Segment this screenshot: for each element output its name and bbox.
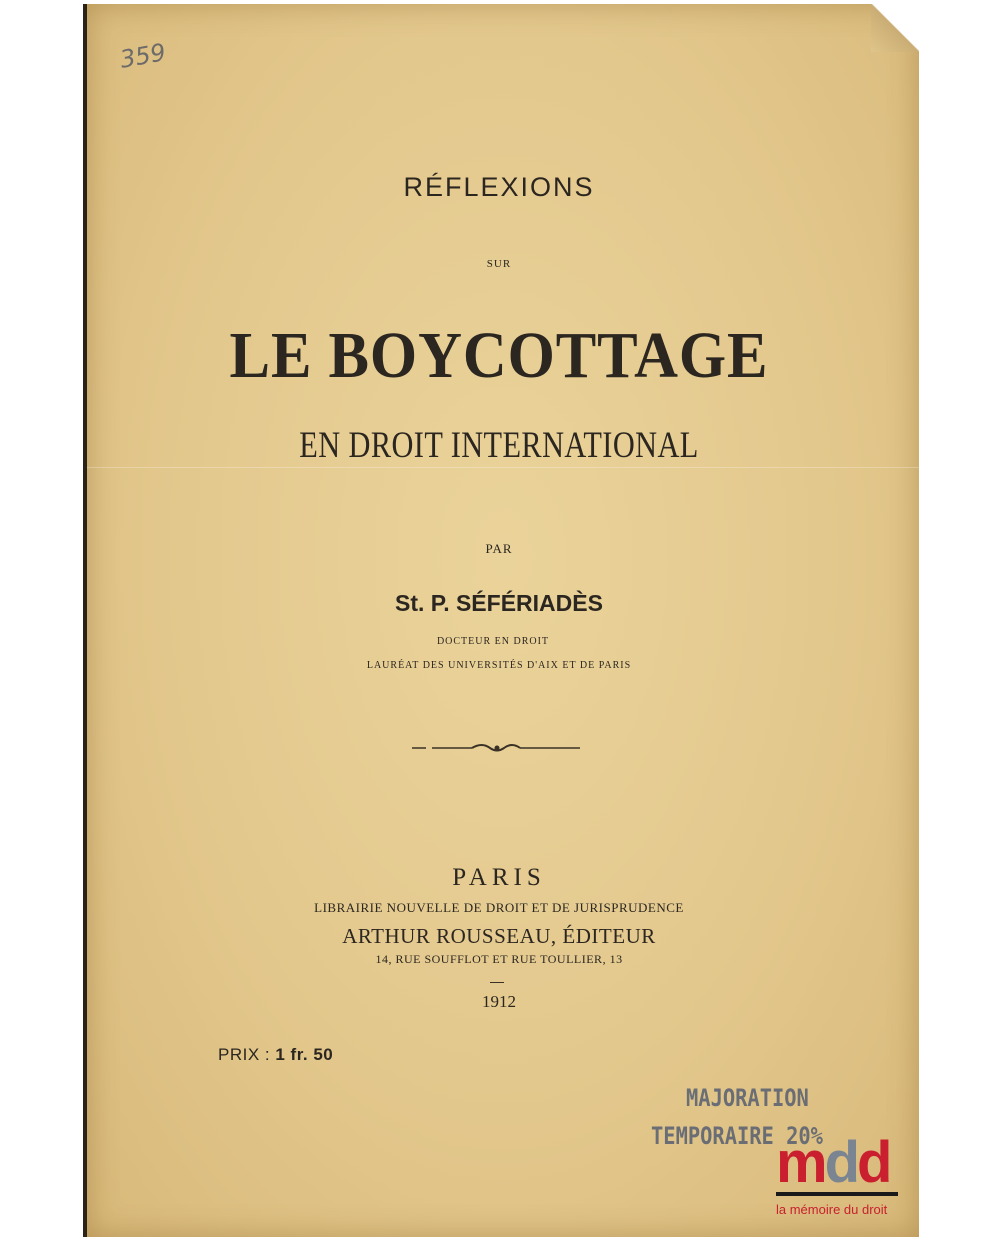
imprint-bookshop: LIBRAIRIE NOUVELLE DE DROIT ET DE JURISPRUDENCE [314,900,684,915]
author-credential-1: DOCTEUR EN DROIT [436,636,550,647]
title-pre: RÉFLEXIONS [403,172,595,202]
author-name: St. P. SÉFÉRIADÈS [395,590,603,616]
price [218,1045,333,1065]
imprint-address: 14, RUE SOUFFLOT ET RUE TOULLIER, 13 [375,952,623,966]
imprint-city: PARIS [452,864,546,891]
main-title: LE BOYCOTTAGE [229,319,769,392]
by-label: PAR [485,541,513,556]
imprint-year: 1912 [482,992,516,1011]
pencil-annotation: 359 [117,38,168,74]
divider-dash [490,982,504,983]
logo-letters [776,1130,900,1195]
ornament-divider-icon [412,740,582,756]
stamp-line-1: MAJORATION [686,1084,809,1112]
logo-letter-d1: d [824,1130,858,1195]
price-label: PRIX : [218,1045,271,1064]
author-credential-2: LAURÉAT DES UNIVERSITÉS D'AIX ET DE PARIS [366,660,632,671]
imprint-publisher: ARTHUR ROUSSEAU, ÉDITEUR [342,924,656,948]
logo-letter-d2: d [857,1130,890,1195]
mdd-logo [776,1130,900,1217]
logo-letter-m: m [776,1130,825,1195]
logo-tagline: la mémoire du droit [776,1202,888,1217]
title-connector: SUR [486,258,512,270]
subtitle: EN DROIT INTERNATIONAL [299,425,699,466]
folded-corner [871,4,919,52]
stamp-line-2: TEMPORAIRE 20% [651,1122,823,1150]
price-value: 1 fr. 50 [275,1045,334,1064]
